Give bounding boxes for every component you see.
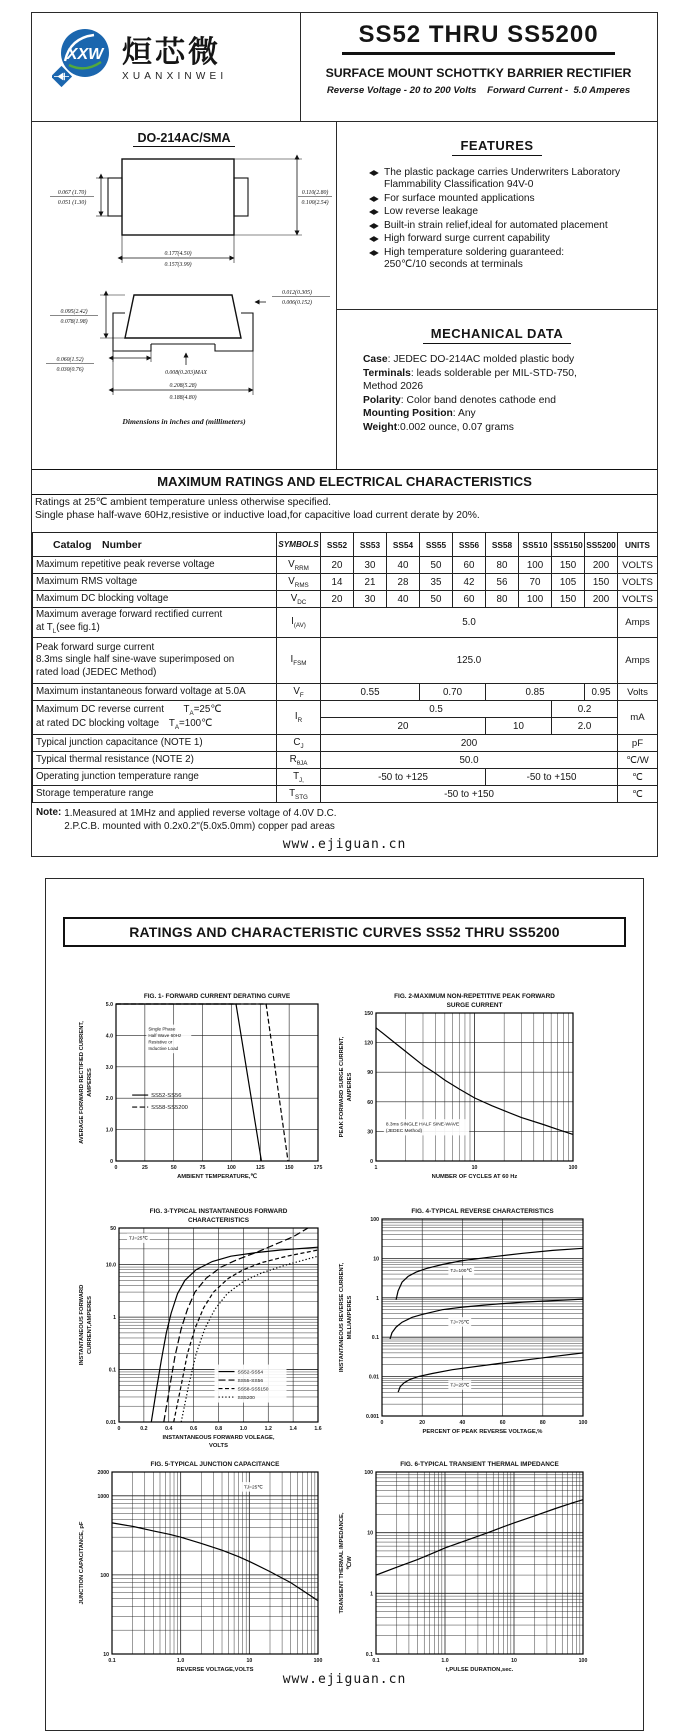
- table-row-label: Maximum instantaneous forward voltage at 5.0A: [33, 684, 277, 701]
- table-header-cell: SYMBOLS: [277, 533, 321, 557]
- table-cell: 20: [321, 718, 486, 735]
- ratings-table-wrap: [32, 532, 658, 803]
- table-cell: 20: [321, 591, 354, 608]
- svg-text:2000: 2000: [97, 1470, 109, 1476]
- svg-text:100: 100: [568, 1165, 578, 1171]
- svg-text:FIG. 5-TYPICAL JUNCTION CAPACI: FIG. 5-TYPICAL JUNCTION CAPACITANCE: [150, 1461, 280, 1468]
- table-cell: 0.70: [420, 684, 486, 701]
- table-row-label: Storage temperature range: [33, 786, 277, 803]
- svg-text:SS58-SS5150: SS58-SS5150: [237, 1387, 269, 1393]
- brand-name-en: XUANXINWEI: [122, 70, 228, 82]
- svg-text:FIG. 3-TYPICAL INSTANTANEOUS F: FIG. 3-TYPICAL INSTANTANEOUS FORWARD: [149, 1208, 288, 1215]
- table-cell: 105: [552, 574, 585, 591]
- table-cell: 100: [519, 557, 552, 574]
- website-url: www.ejiguan.cn: [282, 837, 407, 852]
- svg-text:0.1: 0.1: [108, 1367, 116, 1374]
- feature-item: [369, 206, 653, 218]
- dim-standoff-max: 0.008(0.203)MAX: [165, 370, 207, 376]
- svg-text:1.0: 1.0: [239, 1426, 247, 1432]
- svg-text:2.0: 2.0: [105, 1096, 113, 1103]
- units-cell: VOLTS: [618, 574, 658, 591]
- svg-text:1.0: 1.0: [105, 1127, 113, 1134]
- units-cell: Amps: [618, 638, 658, 684]
- svg-text:0: 0: [380, 1420, 384, 1426]
- symbol-cell: $V_{DC}$: [277, 591, 321, 608]
- table-cell: 21: [354, 574, 387, 591]
- table-row-label: Operating junction temperature range: [33, 769, 277, 786]
- dim-foot-length-max: 0.060(1.52): [56, 357, 84, 363]
- dim-overall-length-max: 0.208(5.28): [169, 383, 197, 389]
- svg-text:0.4: 0.4: [165, 1426, 173, 1432]
- table-cell: 100: [519, 591, 552, 608]
- symbol-cell: $I_{(AV)}$: [277, 608, 321, 638]
- svg-text:JUNCTION CAPACITANCE, pF: JUNCTION CAPACITANCE, pF: [79, 1521, 85, 1605]
- svg-text:Resistive or: Resistive or: [148, 1039, 173, 1045]
- table-cell: 14: [321, 574, 354, 591]
- mechanical-line: Polarity: Color band denotes cathode end: [363, 394, 556, 406]
- note-lines: [64, 807, 336, 833]
- condition-line: Ratings at 25℃ ambient temperature unless otherwise specified.: [35, 497, 332, 508]
- logo-mark-icon: [52, 25, 116, 91]
- svg-text:INSTANTANEOUS FORWARD VOLEAGE,: INSTANTANEOUS FORWARD VOLEAGE,: [162, 1435, 275, 1441]
- feature-item: [369, 233, 653, 245]
- svg-text:AMBIENT TEMPERATURE,℃: AMBIENT TEMPERATURE,℃: [177, 1174, 257, 1180]
- svg-text:0.1: 0.1: [365, 1652, 373, 1658]
- svg-text:VOLTS: VOLTS: [209, 1443, 228, 1449]
- brand-name-cn: 烜芯微: [122, 36, 221, 69]
- table-cell: 35: [420, 574, 453, 591]
- table-row-label: Peak forward surge current 8.3ms single half sine-wave superimposed on rated load (JEDEC Method): [33, 638, 277, 684]
- svg-text:CHARACTERISTICS: CHARACTERISTICS: [187, 1217, 250, 1224]
- mechanical-line: Mounting Position: Any: [363, 408, 476, 420]
- svg-text:0.01: 0.01: [368, 1374, 379, 1381]
- symbol-cell: $T_{J,}$: [277, 769, 321, 786]
- features-heading: FEATURES: [452, 138, 541, 156]
- svg-text:0.01: 0.01: [105, 1420, 116, 1426]
- table-cell: 50: [420, 557, 453, 574]
- svg-text:FIG. 1- FORWARD CURRENT DERATI: FIG. 1- FORWARD CURRENT DERATING CURVE: [143, 993, 291, 1000]
- fig4-reverse-characteristics-chart: [336, 1204, 591, 1439]
- svg-text:TJ=25℃: TJ=25℃: [128, 1236, 148, 1242]
- units-cell: ℃: [618, 769, 658, 786]
- svg-text:1: 1: [376, 1295, 379, 1302]
- svg-text:50: 50: [110, 1226, 116, 1232]
- feature-text: For surface mounted applications: [384, 192, 535, 204]
- svg-text:0.2: 0.2: [140, 1426, 148, 1432]
- table-row-label: Typical thermal resistance (NOTE 2): [33, 752, 277, 769]
- header: [32, 13, 657, 121]
- table-header-cell: SS510: [519, 533, 552, 557]
- table-header-cell: SS58: [486, 533, 519, 557]
- svg-text:CURRENT,AMPERES: CURRENT,AMPERES: [87, 1296, 93, 1354]
- svg-text:0.6: 0.6: [190, 1426, 198, 1432]
- table-row-label: Typical junction capacitance (NOTE 1): [33, 735, 277, 752]
- note-line: 2.P.C.B. mounted with 0.2x0.2"(5.0x5.0mm) copper pad areas: [64, 821, 335, 833]
- units-cell: pF: [618, 735, 658, 752]
- svg-text:(JEDEC Method): (JEDEC Method): [385, 1129, 423, 1135]
- svg-text:PEAK FORWARD SURGE CURRENT,: PEAK FORWARD SURGE CURRENT,: [339, 1036, 345, 1138]
- website-url: www.ejiguan.cn: [282, 1672, 407, 1687]
- svg-text:1: 1: [113, 1315, 116, 1322]
- features-list: [369, 167, 653, 272]
- table-header-cell: SS53: [354, 533, 387, 557]
- svg-text:40: 40: [459, 1420, 466, 1426]
- svg-text:TJ=25℃: TJ=25℃: [243, 1485, 263, 1491]
- svg-text:100: 100: [578, 1658, 588, 1664]
- svg-text:5.0: 5.0: [105, 1002, 113, 1008]
- svg-text:PERCENT OF PEAK REVERSE VOLTAG: PERCENT OF PEAK REVERSE VOLTAGE,%: [422, 1429, 543, 1435]
- svg-text:0: 0: [110, 1159, 113, 1165]
- svg-text:0.1: 0.1: [372, 1658, 380, 1664]
- units-cell: Volts: [618, 684, 658, 701]
- table-cell: 0.85: [486, 684, 585, 701]
- svg-text:REVERSE VOLTAGE,VOLTS: REVERSE VOLTAGE,VOLTS: [176, 1667, 254, 1673]
- units-cell: VOLTS: [618, 591, 658, 608]
- svg-text:t,PULSE DURATION,sec.: t,PULSE DURATION,sec.: [445, 1667, 514, 1673]
- svg-text:FIG. 4-TYPICAL REVERSE CHARACT: FIG. 4-TYPICAL REVERSE CHARACTERISTICS: [411, 1208, 554, 1215]
- svg-text:AMPERES: AMPERES: [347, 1072, 353, 1102]
- symbol-cell: $T_{STG}$: [277, 786, 321, 803]
- svg-text:AMPERES: AMPERES: [87, 1068, 93, 1097]
- table-cell: 80: [486, 591, 519, 608]
- bullet-icon: ◆: [369, 193, 379, 203]
- notes-block: [36, 807, 337, 833]
- feature-text: The plastic package carries Underwriters Laboratory Flammability Classification 94V-0: [384, 167, 621, 191]
- svg-text:0.8: 0.8: [214, 1426, 223, 1432]
- table-cell: 200: [585, 557, 618, 574]
- svg-text:60: 60: [367, 1099, 373, 1106]
- table-header-cell: SS5200: [585, 533, 618, 557]
- svg-text:75: 75: [199, 1165, 206, 1171]
- package-outline-drawing: [34, 145, 334, 410]
- svg-text:TRANSIENT THERMAL IMPEDANCE,: TRANSIENT THERMAL IMPEDANCE,: [339, 1512, 345, 1614]
- svg-text:NUMBER OF CYCLES AT 60 Hz: NUMBER OF CYCLES AT 60 Hz: [431, 1174, 518, 1180]
- svg-text:INSTANTANEOUS REVERSE CURRENT,: INSTANTANEOUS REVERSE CURRENT,: [339, 1262, 345, 1373]
- header-divider: [300, 13, 301, 121]
- svg-text:TJ=100℃: TJ=100℃: [450, 1269, 472, 1275]
- svg-text:SS55-SS56: SS55-SS56: [237, 1379, 264, 1385]
- svg-text:0.1: 0.1: [108, 1658, 116, 1664]
- table-cell: 50.0: [321, 752, 618, 769]
- units-cell: ℃/W: [618, 752, 658, 769]
- fig2-peak-forward-surge-current-chart: [336, 989, 581, 1184]
- ratings-table: [32, 532, 658, 803]
- mechanical-heading: MECHANICAL DATA: [423, 326, 571, 344]
- svg-text:100: 100: [370, 1217, 379, 1223]
- svg-text:FIG. 6-TYPICAL TRANSIENT THERM: FIG. 6-TYPICAL TRANSIENT THERMAL IMPEDANCE: [400, 1461, 559, 1468]
- fig1-forward-current-derating-chart: [76, 989, 326, 1184]
- svg-text:25: 25: [141, 1165, 148, 1171]
- table-header-cell: Catalog Number: [33, 533, 277, 557]
- table-header-cell: SS55: [420, 533, 453, 557]
- feature-text: Low reverse leakage: [384, 206, 479, 218]
- table-cell: 200: [585, 591, 618, 608]
- svg-text:175: 175: [313, 1165, 323, 1171]
- svg-text:MILLIAMPERES: MILLIAMPERES: [347, 1295, 353, 1340]
- table-cell: 42: [453, 574, 486, 591]
- table-header-cell: SS54: [387, 533, 420, 557]
- bullet-icon: ◆: [369, 220, 379, 230]
- svg-text:1.0: 1.0: [177, 1658, 185, 1664]
- table-row-label: Maximum repetitive peak reverse voltage: [33, 557, 277, 574]
- dim-body-height-min: 0.078(1.98): [60, 319, 88, 325]
- table-cell: 10: [486, 718, 552, 735]
- svg-text:1.2: 1.2: [264, 1426, 272, 1432]
- table-cell: 40: [387, 557, 420, 574]
- dimension-note: Dimensions in inches and (millimeters): [122, 417, 246, 426]
- symbol-cell: $V_{RMS}$: [277, 574, 321, 591]
- table-cell: 5.0: [321, 608, 618, 638]
- symbol-cell: $C_J$: [277, 735, 321, 752]
- bullet-icon: ◆: [369, 168, 379, 177]
- svg-text:0: 0: [114, 1165, 118, 1171]
- table-cell: 0.55: [321, 684, 420, 701]
- table-cell: 0.2: [552, 701, 618, 718]
- svg-text:10: 10: [471, 1165, 478, 1171]
- svg-text:Single Phase: Single Phase: [148, 1026, 176, 1032]
- package-name: DO-214AC/SMA: [32, 129, 336, 147]
- svg-text:80: 80: [539, 1420, 546, 1426]
- table-row-label: Maximum DC reverse current $T_A=25℃$ at rated DC blocking voltage $T_A=100℃$: [33, 701, 277, 735]
- table-cell: 60: [453, 557, 486, 574]
- table-cell: 150: [552, 557, 585, 574]
- mechanical-data-section: [337, 309, 657, 469]
- svg-text:TJ=75℃: TJ=75℃: [450, 1320, 470, 1326]
- svg-text:TJ=25℃: TJ=25℃: [450, 1383, 470, 1389]
- mechanical-lines: [363, 353, 651, 434]
- subtitle: SURFACE MOUNT SCHOTTKY BARRIER RECTIFIER: [325, 66, 632, 80]
- logo-letters: XXW: [66, 46, 104, 63]
- dim-lead-thickness-max: 0.012(0.305): [282, 290, 312, 296]
- dim-tab-width-max: 0.067 (1.70): [57, 190, 87, 196]
- table-row-label: Maximum RMS voltage: [33, 574, 277, 591]
- bullet-icon: ◆: [369, 207, 379, 217]
- table-cell: 125.0: [321, 638, 618, 684]
- table-cell: 30: [354, 591, 387, 608]
- table-cell: 80: [486, 557, 519, 574]
- svg-text:100: 100: [100, 1572, 109, 1579]
- dim-tab-width-min: 0.051 (1.30): [57, 200, 87, 206]
- features-section: [337, 121, 657, 309]
- svg-text:SS58-SS5200: SS58-SS5200: [151, 1105, 188, 1112]
- dim-body-length-min: 0.157(3.99): [164, 262, 192, 268]
- fig3-instantaneous-forward-characteristics-chart: [76, 1204, 326, 1454]
- svg-text:10: 10: [367, 1530, 373, 1537]
- svg-text:SS52-SS54: SS52-SS54: [237, 1370, 264, 1376]
- feature-item: [369, 167, 653, 192]
- dim-overall-length-min: 0.188(4.80): [169, 395, 197, 401]
- fig5-junction-capacitance-chart: [76, 1457, 326, 1677]
- mechanical-line: Case: JEDEC DO-214AC molded plastic body: [363, 354, 575, 365]
- table-cell: 70: [519, 574, 552, 591]
- table-row-label: Maximum average forward rectified current at $T_L(see$ fig.1): [33, 608, 277, 638]
- symbol-cell: $V_F$: [277, 684, 321, 701]
- table-cell: 56: [486, 574, 519, 591]
- table-cell: 50: [420, 591, 453, 608]
- svg-text:3.0: 3.0: [105, 1064, 113, 1071]
- svg-text:0.1: 0.1: [371, 1335, 379, 1342]
- table-cell: 2.0: [552, 718, 618, 735]
- mechanical-line: Terminals: leads solderable per MIL-STD-750,: [363, 367, 577, 379]
- tagline: Reverse Voltage - 20 to 200 Volts Forward Current - 5.0 Amperes: [326, 85, 631, 96]
- table-cell: 20: [321, 557, 354, 574]
- svg-text:1.4: 1.4: [289, 1426, 297, 1432]
- condition-line: Single phase half-wave 60Hz,resistive or inductive load,for capacitive load current derate by 20%.: [35, 510, 480, 522]
- table-cell: 60: [453, 591, 486, 608]
- symbol-cell: $I_R$: [277, 701, 321, 735]
- units-cell: VOLTS: [618, 557, 658, 574]
- bullet-icon: ◆: [369, 234, 379, 244]
- symbol-cell: $V_{RRM}$: [277, 557, 321, 574]
- svg-text:150: 150: [284, 1165, 294, 1171]
- table-cell: -50 to +150: [321, 786, 618, 803]
- svg-text:1000: 1000: [97, 1493, 109, 1500]
- datasheet-page-2: [45, 878, 644, 1731]
- note-label: Note:: [36, 807, 62, 818]
- table-cell: 30: [354, 557, 387, 574]
- symbol-cell: $R_{\theta JA}$: [277, 752, 321, 769]
- table-cell: 40: [387, 591, 420, 608]
- feature-item: [369, 220, 653, 232]
- svg-text:INSTANTANEOUS FORWARD: INSTANTANEOUS FORWARD: [79, 1284, 85, 1366]
- svg-text:120: 120: [364, 1040, 373, 1047]
- feature-item: [369, 193, 653, 205]
- svg-text:4.0: 4.0: [105, 1033, 113, 1040]
- svg-text:100: 100: [578, 1420, 588, 1426]
- feature-text: Built-in strain relief,ideal for automated placement: [384, 219, 608, 231]
- table-cell: 200: [321, 735, 618, 752]
- svg-text:Inductive Load: Inductive Load: [148, 1045, 179, 1051]
- svg-text:FIG. 2-MAXIMUM NON-REPETITIVE: FIG. 2-MAXIMUM NON-REPETITIVE PEAK FORWARD: [394, 993, 555, 1000]
- table-cell: 150: [552, 591, 585, 608]
- dim-body-width-max: 0.110(2.80): [301, 190, 329, 196]
- table-header-cell: SS56: [453, 533, 486, 557]
- svg-text:20: 20: [419, 1420, 426, 1426]
- table-cell: 0.95: [585, 684, 618, 701]
- table-cell: 150: [585, 574, 618, 591]
- units-cell: Amps: [618, 608, 658, 638]
- svg-text:90: 90: [367, 1070, 373, 1077]
- feature-item: [369, 247, 653, 272]
- svg-text:10: 10: [511, 1658, 517, 1664]
- table-header-cell: SS52: [321, 533, 354, 557]
- svg-text:60: 60: [499, 1420, 506, 1426]
- svg-text:0: 0: [117, 1426, 121, 1432]
- ratings-conditions: [35, 496, 480, 522]
- dim-lead-thickness-min: 0.006(0.152): [282, 300, 312, 306]
- svg-text:0.001: 0.001: [366, 1414, 379, 1420]
- symbol-cell: $I_{FSM}$: [277, 638, 321, 684]
- table-header-cell: SS5150: [552, 533, 585, 557]
- table-header-cell: UNITS: [618, 533, 658, 557]
- svg-text:150: 150: [364, 1011, 373, 1017]
- bullet-icon: ◆: [369, 247, 379, 257]
- table-cell: 0.5: [321, 701, 552, 718]
- units-cell: ℃: [618, 786, 658, 803]
- svg-text:SS5200: SS5200: [237, 1396, 255, 1402]
- svg-text:SURGE CURRENT: SURGE CURRENT: [446, 1002, 503, 1009]
- table-cell: -50 to +125: [321, 769, 486, 786]
- table-cell: -50 to +150: [486, 769, 618, 786]
- feature-text: High temperature soldering guaranteed: 250℃/10 seconds at terminals: [384, 246, 565, 271]
- note-line: 1.Measured at 1MHz and applied reverse voltage of 4.0V D.C.: [64, 808, 337, 819]
- svg-text:100: 100: [227, 1165, 236, 1171]
- dim-body-width-min: 0.100(2.54): [301, 200, 329, 206]
- mechanical-line: Method 2026: [363, 381, 424, 393]
- svg-text:0: 0: [370, 1159, 373, 1165]
- svg-text:10.0: 10.0: [105, 1262, 116, 1269]
- svg-text:50: 50: [170, 1165, 177, 1171]
- svg-text:100: 100: [364, 1470, 373, 1476]
- svg-text:10: 10: [373, 1256, 379, 1263]
- svg-text:125: 125: [255, 1165, 265, 1171]
- svg-text:AVERAGE FORWARD RECTIFIED CURR: AVERAGE FORWARD RECTIFIED CURRENT,: [79, 1021, 85, 1144]
- mechanical-line: Weight:0.002 ounce, 0.07 grams: [363, 421, 514, 433]
- svg-text:1.6: 1.6: [314, 1426, 322, 1432]
- svg-text:30: 30: [367, 1129, 373, 1136]
- dim-body-height-max: 0.095(2.42): [60, 309, 88, 315]
- svg-text:℃/W: ℃/W: [347, 1556, 353, 1570]
- units-cell: mA: [618, 701, 658, 735]
- svg-text:1.0: 1.0: [441, 1658, 449, 1664]
- dim-foot-length-min: 0.030(0.76): [56, 367, 84, 373]
- page-title: SS52 THRU SS5200: [342, 21, 614, 55]
- svg-text:8.3ms SINGLE HALF SINE-WAVE: 8.3ms SINGLE HALF SINE-WAVE: [385, 1122, 460, 1128]
- table-row-label: Maximum DC blocking voltage: [33, 591, 277, 608]
- svg-text:1: 1: [370, 1591, 373, 1598]
- feature-text: High forward surge current capability: [384, 233, 550, 245]
- brand-logo: [52, 25, 227, 91]
- dim-body-length-max: 0.177(4.50): [164, 251, 192, 257]
- curves-heading: RATINGS AND CHARACTERISTIC CURVES SS52 THRU SS5200: [63, 917, 626, 947]
- fig6-transient-thermal-impedance-chart: [336, 1457, 591, 1677]
- ratings-heading: MAXIMUM RATINGS AND ELECTRICAL CHARACTERISTICS: [32, 469, 657, 495]
- svg-text:10: 10: [246, 1658, 253, 1664]
- svg-text:Half Wave 60Hz: Half Wave 60Hz: [148, 1033, 182, 1039]
- table-cell: 28: [387, 574, 420, 591]
- svg-text:10: 10: [103, 1652, 109, 1658]
- svg-text:SS52-SS56: SS52-SS56: [151, 1093, 182, 1100]
- datasheet-page-1: [31, 12, 658, 857]
- svg-text:1: 1: [374, 1165, 378, 1171]
- svg-text:100: 100: [313, 1658, 323, 1664]
